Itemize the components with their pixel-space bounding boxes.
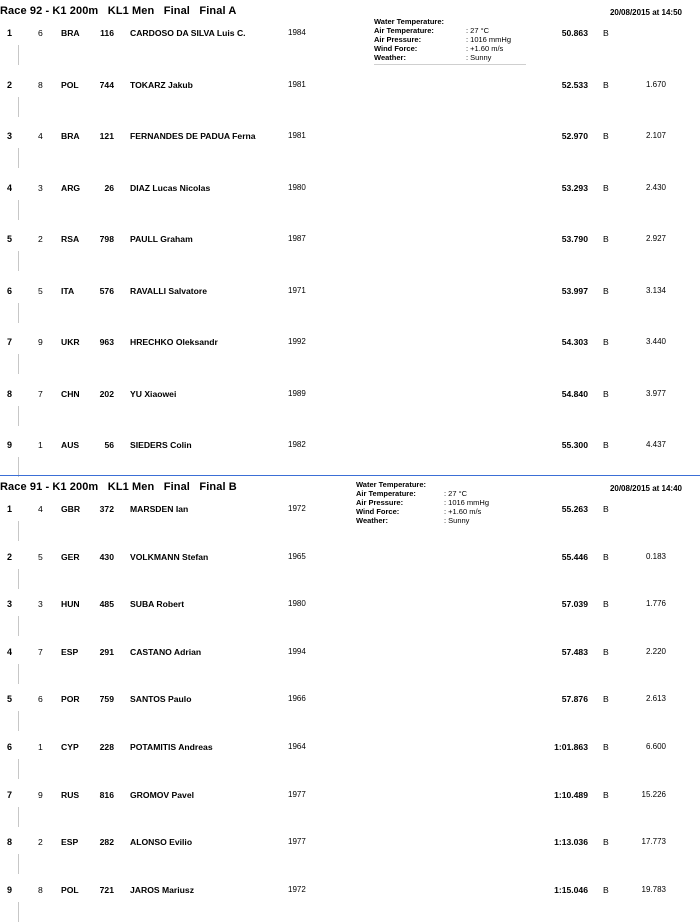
lane-cell: 6 [38,694,43,705]
result-row [0,234,700,248]
qualification-cell: B [603,28,609,38]
athlete-name-cell: VOLKMANN Stefan [130,551,209,562]
rank-cell: 1 [7,28,13,38]
time-behind-cell: 3.134 [645,285,666,295]
rank-cell: 1 [7,504,13,514]
nation-cell: GBR [61,504,81,514]
nation-cell: UKR [61,337,80,347]
birth-year-cell: 1987 [288,234,306,243]
weather-value: : 1016 mmHg [444,498,490,507]
row-separator [18,148,19,168]
athlete-name-cell: SANTOS Paulo [130,694,192,705]
row-separator [18,457,19,477]
bib-cell: 721 [99,884,114,895]
athlete-name-cell: POTAMITIS Andreas [130,742,213,752]
row-separator [18,902,19,922]
qualification-cell: B [603,388,609,399]
rank-cell: 7 [7,789,13,800]
time-cell: 50.863 [561,28,588,38]
bib-cell: 282 [99,837,114,848]
time-behind-cell: 2.220 [645,646,666,656]
athlete-name-cell: CARDOSO DA SILVA Luis C. [130,28,246,38]
rank-cell: 9 [7,440,13,450]
qualification-cell: B [603,131,609,141]
lane-cell: 1 [38,440,43,450]
qualification-cell: B [603,694,609,705]
lane-cell: 2 [38,837,43,848]
weather-value: : +1.60 m/s [444,507,482,516]
athlete-name-cell: JAROS Mariusz [130,884,194,895]
time-cell: 53.790 [561,234,588,244]
time-behind-cell: 2.430 [645,182,666,192]
birth-year-cell: 1981 [288,131,306,140]
birth-year-cell: 1982 [288,440,306,449]
nation-cell: RSA [61,234,80,244]
race-title: Race 92 - K1 200m KL1 Men Final Final A [0,5,237,17]
athlete-name-cell: TOKARZ Jakub [130,79,193,90]
result-row [0,647,700,661]
qualification-cell: B [603,599,609,610]
row-separator [18,664,19,684]
birth-year-cell: 1971 [288,285,306,295]
athlete-name-cell: FERNANDES DE PADUA Ferna [130,131,256,141]
lane-cell: 9 [38,337,43,347]
qualification-cell: B [603,789,609,800]
time-behind-cell: 1.670 [645,79,666,89]
qualification-cell: B [603,742,609,752]
weather-label: Water Temperature: [356,480,427,489]
nation-cell: ITA [61,285,75,296]
bib-cell: 963 [99,337,114,347]
lane-cell: 5 [38,285,43,296]
qualification-cell: B [603,884,609,895]
time-behind-cell: 2.927 [645,234,666,243]
weather-label: Weather: [374,53,406,62]
athlete-name-cell: GROMOV Pavel [130,789,194,800]
athlete-name-cell: RAVALLI Salvatore [130,285,208,296]
lane-cell: 7 [38,388,43,399]
weather-label: Wind Force: [374,44,418,53]
result-row [0,742,700,756]
nation-cell: POL [61,884,79,895]
rank-cell: 2 [7,551,13,562]
nation-cell: BRA [61,28,80,38]
weather-label: Air Temperature: [356,489,416,498]
row-separator [18,616,19,636]
row-separator [18,303,19,323]
race-datetime: 20/08/2015 at 14:50 [609,8,682,17]
nation-cell: RUS [61,789,80,800]
result-row [0,599,700,613]
row-separator [18,854,19,874]
qualification-cell: B [603,551,609,562]
rank-cell: 2 [7,79,13,90]
time-cell: 54.840 [561,388,588,399]
weather-value: : +1.60 m/s [466,44,504,53]
weather-label: Air Temperature: [374,26,434,35]
row-separator [18,711,19,731]
race-91-results [0,475,700,901]
row-separator [18,97,19,117]
bib-cell: 202 [99,388,114,399]
time-cell: 52.970 [561,131,588,141]
weather-conditions [356,480,489,525]
result-row [0,131,700,145]
lane-cell: 3 [38,182,43,193]
athlete-name-cell: CASTANO Adrian [130,646,202,657]
rank-cell: 4 [7,646,13,657]
birth-year-cell: 1980 [288,182,306,192]
birth-year-cell: 1992 [288,337,306,346]
bib-cell: 576 [99,285,114,296]
nation-cell: ESP [61,646,79,657]
lane-cell: 2 [38,234,43,244]
time-behind-cell: 0.183 [645,551,666,561]
bib-cell: 121 [99,131,114,141]
athlete-name-cell: SUBA Robert [130,599,185,610]
birth-year-cell: 1981 [288,79,306,89]
bib-cell: 116 [100,28,114,38]
result-row [0,286,700,300]
row-separator [18,354,19,374]
time-behind-cell: 4.437 [645,440,666,449]
nation-cell: HUN [61,599,80,610]
bib-cell: 816 [99,789,114,800]
rank-cell: 3 [7,599,13,610]
time-behind-cell: 3.977 [645,388,666,398]
lane-cell: 9 [38,789,43,800]
birth-year-cell: 1965 [288,551,306,561]
lane-cell: 1 [38,742,43,752]
bib-cell: 26 [104,182,114,193]
lane-cell: 4 [38,131,43,141]
qualification-cell: B [603,234,609,244]
weather-value [464,17,466,26]
lane-cell: 8 [38,884,43,895]
athlete-name-cell: MARSDEN Ian [130,504,189,514]
bib-cell: 56 [104,440,114,450]
bib-cell: 430 [99,551,114,562]
birth-year-cell: 1964 [288,742,306,751]
rank-cell: 5 [7,234,13,244]
weather-value: : 1016 mmHg [466,35,512,44]
nation-cell: BRA [61,131,80,141]
qualification-cell: B [603,440,609,450]
nation-cell: ESP [61,837,79,848]
time-cell: 55.300 [561,440,588,450]
weather-value: : 27 °C [466,26,490,35]
birth-year-cell: 1972 [288,504,306,513]
rank-cell: 3 [7,131,13,141]
time-cell: 55.263 [561,504,588,514]
race-datetime: 20/08/2015 at 14:40 [609,484,682,493]
weather-value: : Sunny [466,53,492,62]
result-row [0,183,700,197]
row-separator [18,807,19,827]
result-row [0,389,700,403]
result-row [0,837,700,851]
birth-year-cell: 1972 [288,884,306,894]
row-separator [18,569,19,589]
bib-cell: 744 [99,79,114,90]
lane-cell: 8 [38,79,43,90]
weather-label: Air Pressure: [356,498,404,507]
result-row [0,504,700,518]
result-row [0,552,700,566]
bib-cell: 372 [99,504,114,514]
result-row [0,694,700,708]
nation-cell: CHN [61,388,80,399]
time-cell: 1:15.046 [554,884,588,895]
weather-label: Air Pressure: [374,35,422,44]
time-behind-cell: 19.783 [641,884,666,894]
weather-label: Weather: [356,516,388,525]
qualification-cell: B [603,285,609,296]
row-separator [18,406,19,426]
time-behind-cell: 15.226 [641,789,666,799]
athlete-name-cell: HRECHKO Oleksandr [130,337,218,347]
weather-label: Water Temperature: [374,17,445,26]
lane-cell: 3 [38,599,43,610]
birth-year-cell: 1966 [288,694,306,704]
result-row [0,885,700,899]
nation-cell: ARG [61,182,81,193]
time-cell: 54.303 [561,337,588,347]
birth-year-cell: 1989 [288,388,306,398]
rank-cell: 6 [7,742,13,752]
nation-cell: POR [61,694,80,705]
birth-year-cell: 1984 [288,28,306,37]
time-behind-cell: 2.613 [645,694,666,704]
time-cell: 55.446 [561,551,588,562]
weather-value: : Sunny [444,516,470,525]
weather-value [442,480,444,489]
time-cell: 57.039 [561,599,588,610]
time-cell: 1:10.489 [554,789,588,800]
race-title: Race 91 - K1 200m KL1 Men Final Final B [0,481,237,493]
row-separator [18,200,19,220]
row-separator [18,759,19,779]
time-cell: 1:01.863 [554,742,588,752]
athlete-name-cell: SIEDERS Colin [130,440,192,450]
nation-cell: POL [61,79,79,90]
time-behind-cell: 3.440 [645,337,666,346]
birth-year-cell: 1977 [288,789,306,799]
rank-cell: 7 [7,337,13,347]
weather-divider [374,64,526,65]
bib-cell: 228 [99,742,114,752]
birth-year-cell: 1994 [288,646,306,656]
qualification-cell: B [603,837,609,848]
bib-cell: 291 [99,646,114,657]
rank-cell: 8 [7,388,13,399]
weather-value: : 27 °C [444,489,468,498]
row-separator [18,251,19,271]
rank-cell: 5 [7,694,13,705]
athlete-name-cell: YU Xiaowei [130,388,177,399]
time-cell: 1:13.036 [554,837,588,848]
rank-cell: 6 [7,285,13,296]
qualification-cell: B [603,337,609,347]
result-row [0,790,700,804]
row-separator [18,521,19,541]
lane-cell: 7 [38,646,43,657]
nation-cell: GER [61,551,80,562]
time-cell: 57.483 [561,646,588,657]
lane-cell: 6 [38,28,43,38]
result-row [0,337,700,351]
rank-cell: 4 [7,182,13,193]
time-cell: 53.997 [561,285,588,296]
time-behind-cell: 17.773 [641,837,666,847]
athlete-name-cell: DIAZ Lucas Nicolas [130,182,211,193]
result-row [0,28,700,42]
qualification-cell: B [603,182,609,193]
result-row [0,440,700,454]
bib-cell: 798 [99,234,114,244]
rank-cell: 8 [7,837,13,848]
nation-cell: AUS [61,440,80,450]
qualification-cell: B [603,504,609,514]
nation-cell: CYP [61,742,79,752]
time-behind-cell: 6.600 [645,742,666,751]
birth-year-cell: 1980 [288,599,306,609]
lane-cell: 4 [38,504,43,514]
athlete-name-cell: ALONSO Evilio [130,837,193,848]
time-cell: 57.876 [561,694,588,705]
time-behind-cell: 1.776 [645,599,666,609]
time-cell: 53.293 [561,182,588,193]
birth-year-cell: 1977 [288,837,306,847]
time-cell: 52.533 [561,79,588,90]
qualification-cell: B [603,79,609,90]
result-row [0,80,700,94]
row-separator [18,45,19,65]
rank-cell: 9 [7,884,13,895]
bib-cell: 485 [99,599,114,610]
bib-cell: 759 [99,694,114,705]
weather-label: Wind Force: [356,507,400,516]
time-behind-cell: 2.107 [645,131,666,140]
qualification-cell: B [603,646,609,657]
lane-cell: 5 [38,551,43,562]
athlete-name-cell: PAULL Graham [130,234,193,244]
